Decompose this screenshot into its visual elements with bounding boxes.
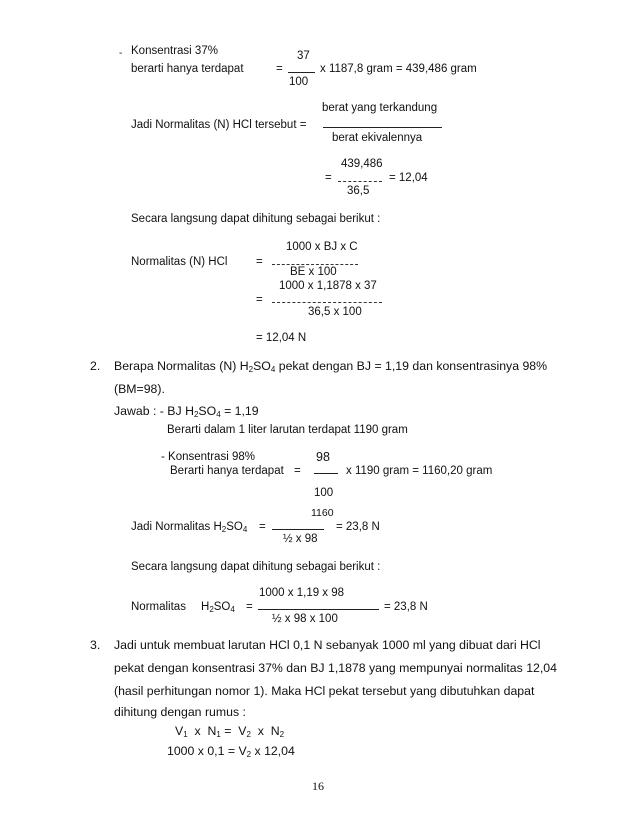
result-line: = 23,8 N bbox=[336, 521, 380, 533]
fraction-bar bbox=[272, 302, 382, 303]
fraction-denominator: ½ x 98 bbox=[283, 533, 318, 545]
formula-line: $V_1$ x $N_1 = V_2$ x $N_2$ bbox=[175, 724, 285, 739]
fraction-denominator: 36,5 bbox=[347, 185, 370, 197]
liter-line: Berarti dalam 1 liter larutan terdapat 1190 gram bbox=[167, 424, 408, 436]
fraction-denominator: ½ x 98 x 100 bbox=[272, 613, 338, 625]
berarti-line: Berarti hanya terdapat bbox=[170, 465, 284, 477]
result-line: = 23,8 N bbox=[384, 601, 428, 613]
intro-text: Secara langsung dapat dihitung sebagai berikut : bbox=[131, 213, 381, 225]
equals: = bbox=[256, 294, 263, 306]
fraction-numerator: 1000 x BJ x C bbox=[286, 241, 358, 253]
question-line: Jadi untuk membuat larutan HCl 0,1 N sebanyak 1000 ml yang dibuat dari HCl bbox=[114, 638, 541, 652]
bullet: - bbox=[119, 48, 123, 59]
normalitas-label: Jadi Normalitas (N) HCl tersebut = bbox=[131, 119, 307, 131]
fraction-denominator: berat ekivalennya bbox=[332, 132, 423, 144]
jawab-line: Jawab : - BJ $H_2SO_4 = 1,19$ bbox=[114, 404, 259, 419]
fraction-numerator: 1000 x 1,19 x 98 bbox=[259, 587, 345, 599]
result-line: x 1187,8 gram = 439,486 gram bbox=[320, 63, 477, 75]
question-line: Berapa Normalitas (N) $H_2SO_4$ pekat dengan BJ = 1,19 dan konsentrasinya 98% bbox=[114, 359, 548, 374]
fraction-bar bbox=[323, 127, 442, 128]
equals: = bbox=[256, 256, 263, 268]
konsentrasi-line: Konsentrasi 37% bbox=[131, 45, 218, 57]
fraction-numerator: 37 bbox=[297, 50, 310, 62]
jadi-normalitas-label: Jadi Normalitas $H_2SO_4$ bbox=[131, 521, 248, 534]
intro-text: Secara langsung dapat dihitung sebagai berikut : bbox=[131, 561, 381, 573]
page-number: 16 bbox=[312, 779, 324, 793]
fraction-bar bbox=[338, 181, 382, 182]
equals: = bbox=[246, 601, 253, 613]
fraction-bar bbox=[272, 264, 358, 265]
fraction-numerator: 98 bbox=[316, 450, 330, 464]
fraction-denominator: 100 bbox=[289, 76, 309, 88]
question-line: (BM=98). bbox=[114, 382, 165, 396]
question-line: dihitung dengan rumus : bbox=[114, 705, 246, 719]
h2so4-label: $H_2SO_4$ bbox=[201, 601, 235, 614]
fraction-denominator: BE x 100 bbox=[290, 266, 337, 278]
equals: = bbox=[294, 465, 301, 477]
formula-line: 1000 x $0,1 = V_2$ x 12,04 bbox=[167, 744, 295, 759]
fraction-numerator: 1160 bbox=[311, 507, 334, 519]
fraction-bar bbox=[272, 529, 324, 530]
equals: = bbox=[259, 521, 266, 533]
question-line: pekat dengan konsentrasi 37% dan BJ 1,1878 yang mempunyai normalitas 12,04 bbox=[114, 661, 557, 675]
result-line: = 12,04 N bbox=[256, 332, 307, 344]
normalitas-label: Normalitas (N) HCl bbox=[131, 256, 228, 268]
fraction-denominator: 100 bbox=[314, 487, 334, 499]
equals: = bbox=[276, 63, 283, 75]
fraction-bar bbox=[258, 609, 379, 610]
fraction-numerator: 1000 x 1,1878 x 37 bbox=[279, 280, 377, 292]
question-line: (hasil perhitungan nomor 1). Maka HCl pekat tersebut yang dibutuhkan dapat bbox=[114, 684, 535, 698]
equals: = bbox=[325, 172, 332, 184]
result-line: = 12,04 bbox=[389, 172, 428, 184]
konsentrasi-line: - Konsentrasi 98% bbox=[161, 451, 255, 463]
fraction-bar bbox=[314, 473, 338, 474]
berarti-line: berarti hanya terdapat bbox=[131, 63, 244, 75]
fraction-bar bbox=[288, 72, 315, 73]
question-number: 2. bbox=[90, 359, 101, 373]
fraction-numerator: 439,486 bbox=[341, 158, 383, 170]
result-line: x 1190 gram = 1160,20 gram bbox=[346, 465, 493, 477]
question-number: 3. bbox=[90, 638, 101, 652]
normalitas-label: Normalitas bbox=[131, 601, 186, 613]
fraction-denominator: 36,5 x 100 bbox=[308, 306, 362, 318]
fraction-numerator: berat yang terkandung bbox=[322, 102, 438, 114]
